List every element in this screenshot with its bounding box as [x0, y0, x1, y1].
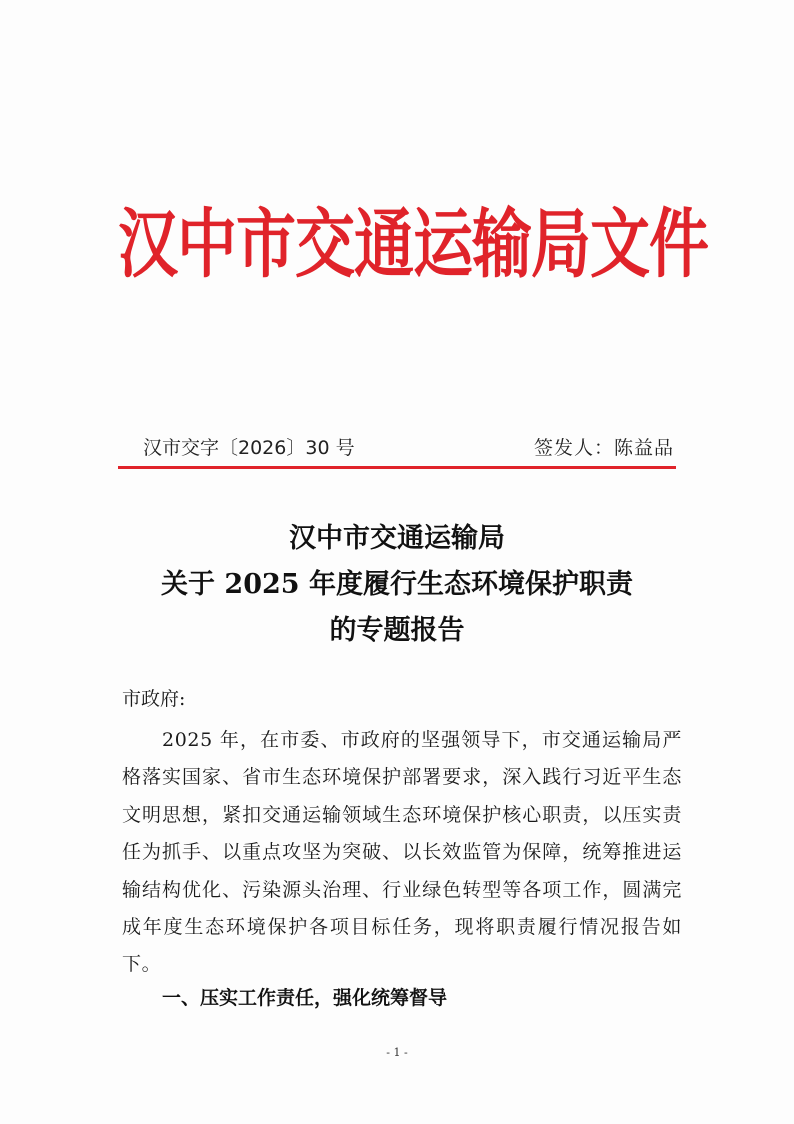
- body-paragraph: 2025 年，在市委、市政府的坚强领导下，市交通运输局严格落实国家、省市生态环境保护部署要求，深入践行习近平生态文明思想，紧扣交通运输领域生态环境保护核心职责，以压实责任为抓手、以重点攻坚为突破、以长效监管为保障，统筹推进运输结构优化、污染源头治理、行业绿色转型等各项工作，圆满完成年度生态环境保护各项目标任务，现将职责履行情况报告如下。: [122, 729, 682, 976]
- signer-label: 签发人：陈益品: [533, 437, 674, 459]
- section-heading: 一、压实工作责任，强化统筹督导: [162, 987, 448, 1009]
- document-masthead: 汉中市交通运输局文件: [118, 201, 708, 289]
- report-title-line-1: 汉中市交通运输局: [289, 523, 505, 554]
- document-number: 汉市交字〔2026〕30 号: [143, 437, 355, 459]
- salutation: 市政府:: [122, 688, 186, 710]
- report-title-line-3: 的专题报告: [329, 615, 465, 646]
- document-number-line: [143, 433, 674, 463]
- page-number: - 1 -: [386, 1046, 408, 1059]
- report-title-line-2: 关于 2025 年度履行生态环境保护职责: [161, 569, 633, 600]
- red-separator-rule: [118, 466, 676, 469]
